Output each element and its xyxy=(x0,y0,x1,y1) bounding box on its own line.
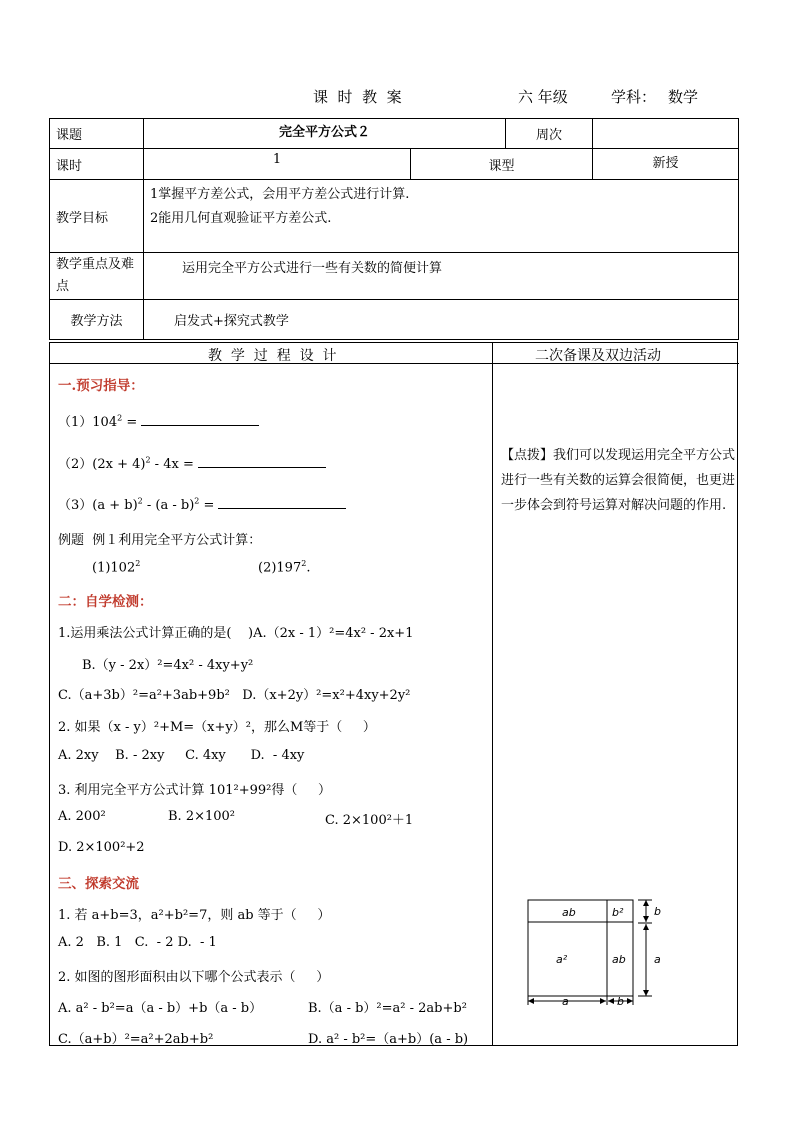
period-label: 课时 xyxy=(50,149,144,180)
subject: 数学 xyxy=(668,88,699,106)
diagram-label-a-bottom: a xyxy=(562,995,569,1007)
section-explore: 三、探索交流 xyxy=(58,876,139,892)
topic-value: 完全平方公式２ xyxy=(144,119,506,149)
column-divider xyxy=(492,343,493,1046)
question-2: $(2)(2x + 4)^2 - 4x$ = xyxy=(58,453,326,472)
diagram-label-ab-right: ab xyxy=(612,953,626,966)
answer-blank xyxy=(141,424,259,426)
check-q3-b: B. 2×100² xyxy=(168,809,236,824)
explore-q1-options: A. 2 B. 1 C. - 2 D. - 1 xyxy=(58,935,217,950)
week-value xyxy=(593,119,739,149)
explore-q2-a: A. a² - b²=a（a - b）+b（a - b） xyxy=(58,1001,263,1016)
question-1: $(1)104^2$ = xyxy=(58,411,259,430)
area-diagram xyxy=(526,895,666,1007)
check-q2: 2. 如果（x - y）²+M=（x+y）²，那么M等于（ ） xyxy=(58,720,376,735)
key-label: 教学重点及难点 xyxy=(50,253,144,300)
diagram-label-b2: b² xyxy=(612,906,624,919)
section-self-check: 二：自学检测： xyxy=(58,594,153,610)
type-label: 课型 xyxy=(411,149,593,180)
check-q1: 1.运用乘法公式计算正确的是( )A.（2x - 1）²=4x² - 2x+1 xyxy=(58,626,414,641)
grade: 六 年级 xyxy=(518,88,568,106)
check-q2-options: A. 2xy B. - 2xy C. 4xy D. - 4xy xyxy=(58,748,305,763)
explore-q1: 1. 若 a+b=3，a²+b²=7，则 ab 等于（ ） xyxy=(58,908,331,923)
key-value: 运用完全平方公式进行一些有关数的简便计算 xyxy=(144,253,739,300)
answer-blank xyxy=(198,466,326,468)
right-column-header: 二次备课及双边活动 xyxy=(535,348,661,364)
topic-label: 课题 xyxy=(50,119,144,149)
question-3: $(3)(a + b)^2 - (a - b)^2$ = xyxy=(58,494,346,513)
subject-label: 学科： xyxy=(611,88,657,106)
example-heading: 例题 例１利用完全平方公式计算： xyxy=(58,533,262,548)
example-2: $(2)197^2$. xyxy=(258,559,311,576)
goals-label: 教学目标 xyxy=(50,180,144,253)
tip-note: 【点拨】我们可以发现运用完全平方公式进行一些有关数的运算会很简便，也更进一步体会到符号运算对解决问题的作用. xyxy=(501,448,736,513)
check-q3-c: C. 2×100²＋1 xyxy=(325,813,414,828)
explore-q2-c: C.（a+b）²=a²+2ab+b² xyxy=(58,1032,214,1047)
explore-q2-d: D. a² - b²=（a+b）(a - b) xyxy=(308,1032,469,1047)
check-q3-a: A. 200² xyxy=(58,809,106,824)
check-q3-d: D. 2×100²+2 xyxy=(58,840,145,855)
explore-q2: 2. 如图的图形面积由以下哪个公式表示（ ） xyxy=(58,970,330,985)
process-section xyxy=(49,342,738,1046)
answer-blank xyxy=(218,507,346,509)
lesson-info-table xyxy=(49,118,739,340)
period-value: 1 xyxy=(144,149,411,180)
type-value: 新授 xyxy=(593,149,739,180)
explore-q2-b: B.（a - b）²=a² - 2ab+b² xyxy=(308,1001,467,1016)
diagram-label-a2: a² xyxy=(556,953,568,966)
diagram-label-b-bottom: b xyxy=(617,995,624,1007)
page-title: 课 时 教 案 xyxy=(313,88,402,106)
week-label: 周次 xyxy=(506,119,593,149)
example-1: $(1)102^2$ xyxy=(92,559,141,576)
diagram-label-ab-top: ab xyxy=(562,906,576,919)
method-value: 启发式+探究式教学 xyxy=(144,300,739,340)
method-label: 教学方法 xyxy=(50,300,144,340)
check-q3: 3. 利用完全平方公式计算 101²+99²得（ ） xyxy=(58,783,332,798)
diagram-label-b-side: b xyxy=(654,905,661,918)
check-q1-cd: C.（a+3b）²=a²+3ab+9b² D.（x+2y）²=x²+4xy+2y² xyxy=(58,688,411,703)
goals-value xyxy=(144,180,739,253)
goal-item: 2能用几何直观验证平方差公式. xyxy=(150,211,332,226)
goal-item: 1掌握平方差公式，会用平方差公式进行计算. xyxy=(150,187,410,202)
left-column-header: 教 学 过 程 设 计 xyxy=(208,348,337,364)
diagram-label-a-side: a xyxy=(654,953,661,966)
check-q1-b: B.（y - 2x）²=4x² - 4xy+y² xyxy=(82,658,254,673)
section-preview: 一.预习指导： xyxy=(58,378,144,394)
